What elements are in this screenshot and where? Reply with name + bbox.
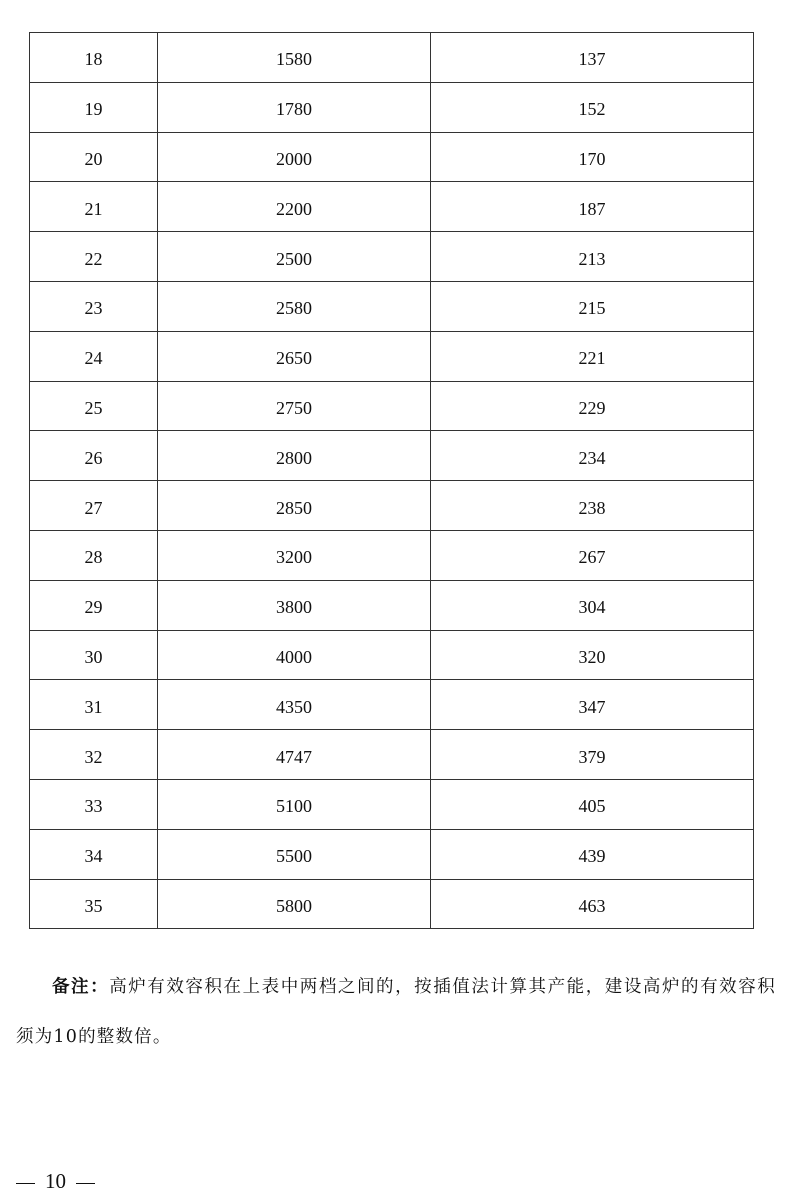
table-row bbox=[30, 680, 754, 730]
table-cell: 19 bbox=[30, 82, 158, 132]
table-row bbox=[30, 232, 754, 282]
table-cell: 1780 bbox=[158, 82, 431, 132]
table-cell: 215 bbox=[431, 281, 754, 331]
table-cell: 170 bbox=[431, 132, 754, 182]
table-cell: 22 bbox=[30, 232, 158, 282]
table-cell: 2580 bbox=[158, 281, 431, 331]
table-cell: 5100 bbox=[158, 779, 431, 829]
page-dash-left bbox=[16, 1183, 35, 1184]
table-cell: 463 bbox=[431, 879, 754, 929]
note-label: 备注： bbox=[52, 977, 110, 997]
table-row bbox=[30, 33, 754, 83]
table-cell: 213 bbox=[431, 232, 754, 282]
table-row bbox=[30, 730, 754, 780]
table-cell: 5800 bbox=[158, 879, 431, 929]
table-row bbox=[30, 630, 754, 680]
table-cell: 18 bbox=[30, 33, 158, 83]
table-cell: 21 bbox=[30, 182, 158, 232]
table-cell: 238 bbox=[431, 481, 754, 531]
table-cell: 33 bbox=[30, 779, 158, 829]
table-row bbox=[30, 580, 754, 630]
table-cell: 304 bbox=[431, 580, 754, 630]
table-cell: 152 bbox=[431, 82, 754, 132]
table-cell: 23 bbox=[30, 281, 158, 331]
table-cell: 32 bbox=[30, 730, 158, 780]
table-cell: 405 bbox=[431, 779, 754, 829]
table-cell: 29 bbox=[30, 580, 158, 630]
table-body bbox=[30, 33, 754, 929]
table-cell: 439 bbox=[431, 829, 754, 879]
table-row bbox=[30, 530, 754, 580]
table-cell: 1580 bbox=[158, 33, 431, 83]
table-row bbox=[30, 779, 754, 829]
table-cell: 221 bbox=[431, 331, 754, 381]
table-cell: 2850 bbox=[158, 481, 431, 531]
table-cell: 2000 bbox=[158, 132, 431, 182]
table-cell: 379 bbox=[431, 730, 754, 780]
table-cell: 31 bbox=[30, 680, 158, 730]
table-cell: 137 bbox=[431, 33, 754, 83]
table-cell: 267 bbox=[431, 530, 754, 580]
table-cell: 4350 bbox=[158, 680, 431, 730]
table-cell: 24 bbox=[30, 331, 158, 381]
table-row bbox=[30, 879, 754, 929]
note-paragraph bbox=[16, 962, 776, 1062]
table-cell: 2650 bbox=[158, 331, 431, 381]
table-cell: 229 bbox=[431, 381, 754, 431]
table-row bbox=[30, 281, 754, 331]
table-cell: 3800 bbox=[158, 580, 431, 630]
table-cell: 187 bbox=[431, 182, 754, 232]
table-row bbox=[30, 431, 754, 481]
table-cell: 20 bbox=[30, 132, 158, 182]
table-cell: 25 bbox=[30, 381, 158, 431]
table-cell: 347 bbox=[431, 680, 754, 730]
table-cell: 34 bbox=[30, 829, 158, 879]
table-cell: 2800 bbox=[158, 431, 431, 481]
table-cell: 35 bbox=[30, 879, 158, 929]
capacity-table bbox=[29, 32, 754, 929]
table-cell: 28 bbox=[30, 530, 158, 580]
table-cell: 2750 bbox=[158, 381, 431, 431]
table-row bbox=[30, 331, 754, 381]
table-cell: 27 bbox=[30, 481, 158, 531]
table-row bbox=[30, 829, 754, 879]
table-row bbox=[30, 481, 754, 531]
table-cell: 4000 bbox=[158, 630, 431, 680]
table-cell: 5500 bbox=[158, 829, 431, 879]
table-cell: 2500 bbox=[158, 232, 431, 282]
page-number: 10 bbox=[45, 1169, 66, 1193]
table-cell: 4747 bbox=[158, 730, 431, 780]
table-cell: 320 bbox=[431, 630, 754, 680]
table-cell: 234 bbox=[431, 431, 754, 481]
table-cell: 2200 bbox=[158, 182, 431, 232]
table-row bbox=[30, 381, 754, 431]
page-dash-right bbox=[76, 1183, 95, 1184]
table-cell: 3200 bbox=[158, 530, 431, 580]
note-text: 高炉有效容积在上表中两档之间的，按插值法计算其产能，建设高炉的有效容积须为10的整数倍。 bbox=[16, 977, 776, 1047]
table-cell: 26 bbox=[30, 431, 158, 481]
table-row bbox=[30, 182, 754, 232]
table-cell: 30 bbox=[30, 630, 158, 680]
table-row bbox=[30, 132, 754, 182]
table-row bbox=[30, 82, 754, 132]
